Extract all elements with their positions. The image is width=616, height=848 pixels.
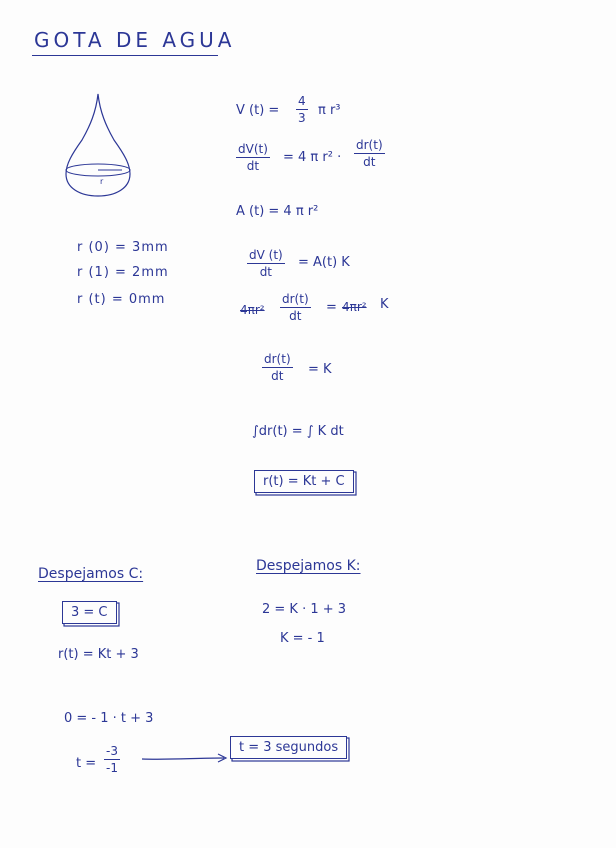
t-fraction (104, 744, 120, 775)
final-answer-box: t = 3 segundos (230, 736, 347, 759)
dr3-numerator: dr(t) (264, 352, 291, 366)
title-underline (32, 55, 218, 56)
arrow-icon (140, 752, 230, 766)
volume-denominator: 3 (298, 111, 306, 125)
dr3-denominator: dt (271, 369, 284, 383)
t-lhs: t = (76, 756, 97, 771)
dr2-denominator: dt (289, 309, 302, 323)
dv-fraction (236, 142, 270, 173)
dv-denominator: dt (246, 159, 260, 173)
condition-rt: r (t) = 0mm (77, 292, 166, 307)
dv2-rhs: = A(t) K (298, 255, 350, 270)
dv2-denominator: dt (259, 265, 273, 279)
water-drop-sketch (60, 92, 140, 202)
cancel-equals: = (326, 300, 337, 315)
dr2-numerator: dr(t) (282, 292, 309, 306)
condition-r1: r (1) = 2mm (77, 265, 169, 280)
k-equation-line2: K = - 1 (280, 631, 325, 646)
drop-radius-label: r (100, 177, 104, 186)
dv2-numerator: dV (t) (249, 248, 283, 262)
volume-tail: π r³ (318, 103, 341, 118)
dr2-fraction (280, 292, 311, 323)
dr-denominator: dt (363, 155, 376, 169)
t-denominator: -1 (106, 761, 118, 775)
volume-fraction (296, 94, 308, 125)
dr-fraction (354, 138, 385, 169)
cancel-k: K (380, 297, 389, 312)
area-equation: A (t) = 4 π r² (236, 204, 319, 219)
r-t-with-c: r(t) = Kt + 3 (58, 647, 139, 662)
condition-r0: r (0) = 3mm (77, 240, 169, 255)
dr3-fraction (262, 352, 293, 383)
despejamos-k-heading: Despejamos K: (256, 558, 361, 574)
dv-numerator: dV(t) (238, 142, 268, 156)
c-value-box: 3 = C (62, 601, 117, 624)
cancel-right-term: 4πr² (342, 300, 367, 314)
cancel-left-term: 4πr² (240, 303, 265, 317)
k-equation-line1: 2 = K · 1 + 3 (262, 602, 347, 617)
dv2-fraction (247, 248, 285, 279)
final-equation-line1: 0 = - 1 · t + 3 (64, 711, 154, 726)
volume-numerator: 4 (298, 94, 306, 108)
volume-lhs: V (t) = (236, 103, 280, 118)
integral-equation: ∫dr(t) = ∫ K dt (252, 424, 344, 439)
t-numerator: -3 (106, 744, 118, 758)
dr-numerator: dr(t) (356, 138, 383, 152)
general-solution-box: r(t) = Kt + C (254, 470, 354, 493)
dv-middle: = 4 π r² · (283, 150, 342, 165)
page-title: GOTA DE AGUA (34, 28, 236, 52)
dr3-rhs: = K (308, 362, 332, 377)
despejamos-c-heading: Despejamos C: (38, 566, 144, 582)
